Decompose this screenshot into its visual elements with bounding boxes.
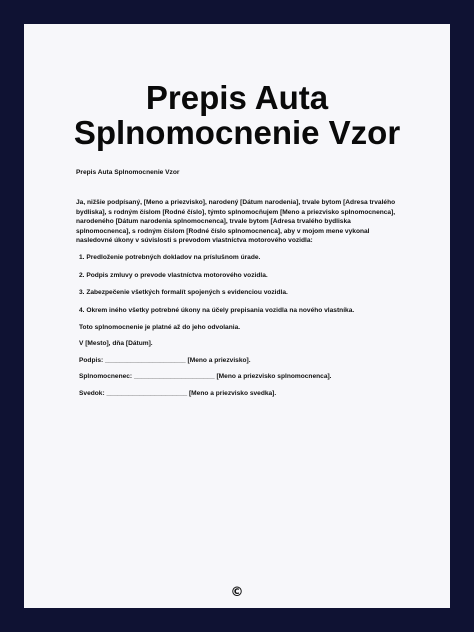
page-title: Prepis Auta Splnomocnenie Vzor	[73, 79, 401, 151]
list-item: 1. Predloženie potrebných dokladov na príslušnom úrade.	[79, 254, 261, 262]
document-page	[24, 24, 450, 608]
signature-line-agent: Splnomocnenec: ______________________ [Meno a priezvisko splnomocnenca].	[79, 373, 332, 381]
validity-statement: Toto splnomocnenie je platné až do jeho odvolania.	[79, 324, 241, 332]
intro-paragraph: Ja, nižšie podpísaný, [Meno a priezvisko], narodený [Dátum narodenia], trvale bytom [Adresa trvalého bydliska], s rodným číslom [Rodné číslo], týmto splnomocňujem [Meno a priezvisko splnomocnenca], narodeného [Dátum narodenia splnomocnenca], trvale bytom [Adresa trvalého bydliska splnomocnenca], s rodným číslom [Rodné číslo splnomocnenca], aby v mojom mene vykonal nasledovné úkony v súvislosti s prevodom vlastníctva motorového vozidla:	[76, 199, 396, 245]
document-heading: Prepis Auta Splnomocnenie Vzor	[76, 169, 180, 176]
copyright-icon: ©	[230, 585, 244, 600]
list-item: 4. Okrem iného všetky potrebné úkony na účely prepisania vozidla na nového vlastníka.	[79, 306, 355, 314]
signature-line-witness: Svedok: ______________________ [Meno a priezvisko svedka].	[79, 389, 277, 397]
list-item: 3. Zabezpečenie všetkých formalít spojených s evidenciou vozidla.	[79, 289, 288, 297]
document-body	[76, 168, 398, 405]
list-item: 2. Podpis zmluvy o prevode vlastníctva motorového vozidla.	[79, 271, 268, 279]
place-date: V [Mesto], dňa [Dátum].	[79, 340, 153, 348]
signature-line-signer: Podpis: ______________________ [Meno a priezvisko].	[79, 356, 251, 364]
